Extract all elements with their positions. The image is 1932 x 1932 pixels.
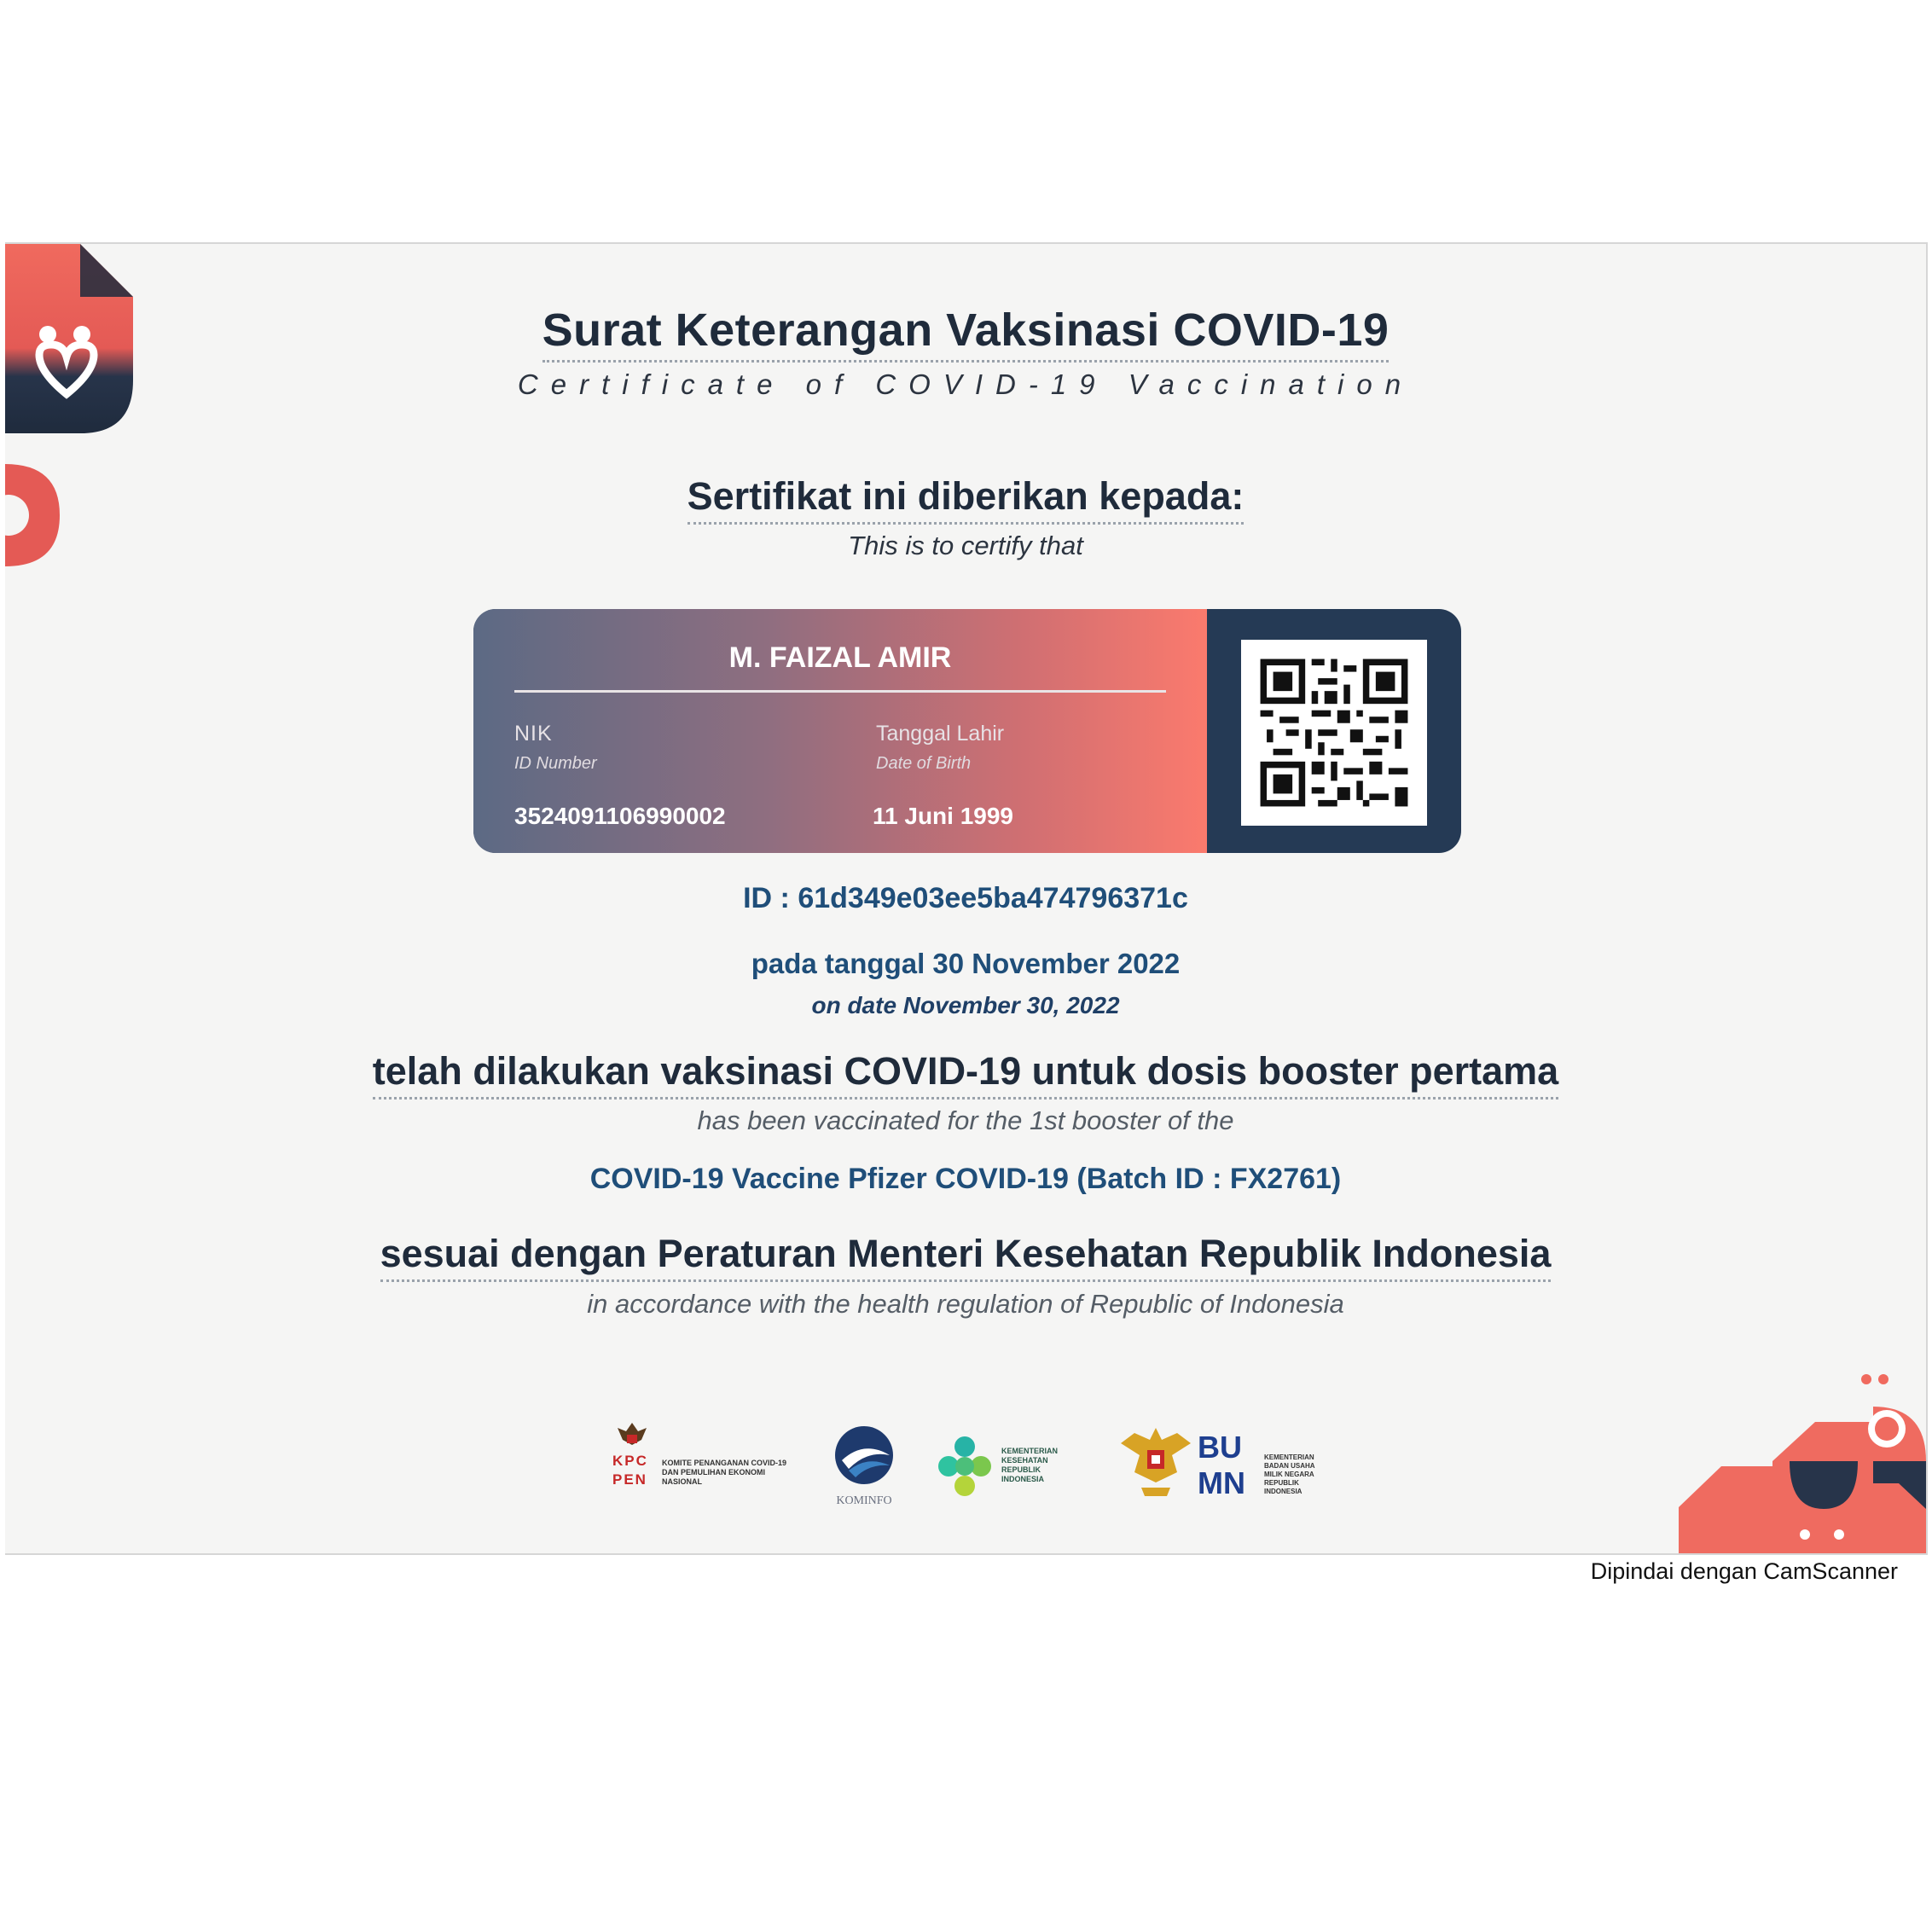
scanner-watermark: Dipindai dengan CamScanner: [1590, 1558, 1898, 1584]
nik-label: NIK: [514, 722, 553, 746]
kemenkes-text: KEMENTERIAN KESEHATAN REPUBLIK INDONESIA: [1001, 1447, 1059, 1483]
partner-logos: [612, 1421, 1337, 1515]
vaccinated-heading: telah dilakukan vaksinasi COVID-19 untuk dosis booster pertama: [5, 1049, 1926, 1099]
qr-code: [1241, 640, 1427, 826]
card-divider: [514, 690, 1166, 693]
certify-heading: Sertifikat ini diberikan kepada:: [5, 474, 1926, 525]
kemenkes-logo: [937, 1435, 1082, 1511]
certificate-id: ID : 61d349e03ee5ba474796371c: [743, 882, 1188, 914]
kpcpen-logo: [612, 1421, 787, 1515]
dob-value: 11 Juni 1999: [873, 803, 1014, 829]
holder-card: [473, 609, 1461, 853]
nik-sublabel: ID Number: [514, 754, 597, 773]
nik-value: 3524091106990002: [514, 803, 726, 829]
vaccination-date-en: on date November 30, 2022: [811, 992, 1120, 1018]
kpcpen-text: KOMITE PENANGANAN COVID-19 DAN PEMULIHAN EKONOMI NASIONAL: [662, 1459, 787, 1486]
certificate-subtitle: Certificate of COVID-19 Vaccination: [517, 368, 1414, 400]
certify-subheading: This is to certify that: [848, 531, 1083, 560]
vaccination-date: pada tanggal 30 November 2022: [751, 948, 1181, 979]
regulation-subheading: in accordance with the health regulation of Republic of Indonesia: [587, 1289, 1344, 1319]
corner-decoration: [1679, 1372, 1926, 1553]
holder-name: M. FAIZAL AMIR: [728, 641, 952, 674]
garuda-pancasila-icon: [1117, 1424, 1194, 1503]
kpcpen-wordmark: KPC PEN: [612, 1453, 648, 1488]
kominfo-wordmark: KOMINFO: [836, 1494, 892, 1507]
kemenkes-icon: [937, 1435, 993, 1498]
dob-sublabel: Date of Birth: [876, 754, 972, 773]
bumn-logo: [1117, 1424, 1337, 1510]
kominfo-logo: [830, 1421, 898, 1515]
vaccine-info: COVID-19 Vaccine Pfizer COVID-19 (Batch ID : FX2761): [589, 1163, 1342, 1195]
dob-label: Tanggal Lahir: [876, 722, 1005, 746]
bumn-text: KEMENTERIAN BADAN USAHA MILIK NEGARA REPUBLIK INDONESIA: [1264, 1453, 1315, 1495]
certificate-sheet: [5, 242, 1928, 1555]
kominfo-icon: [830, 1421, 898, 1489]
regulation-heading: sesuai dengan Peraturan Menteri Kesehatan Republik Indonesia: [5, 1232, 1926, 1282]
certificate-title: Surat Keterangan Vaksinasi COVID-19: [5, 304, 1926, 363]
bumn-wordmark: BUMN: [1198, 1430, 1245, 1500]
qr-code-icon: [1241, 640, 1427, 826]
vaccinated-subheading: has been vaccinated for the 1st booster of the: [697, 1105, 1234, 1135]
